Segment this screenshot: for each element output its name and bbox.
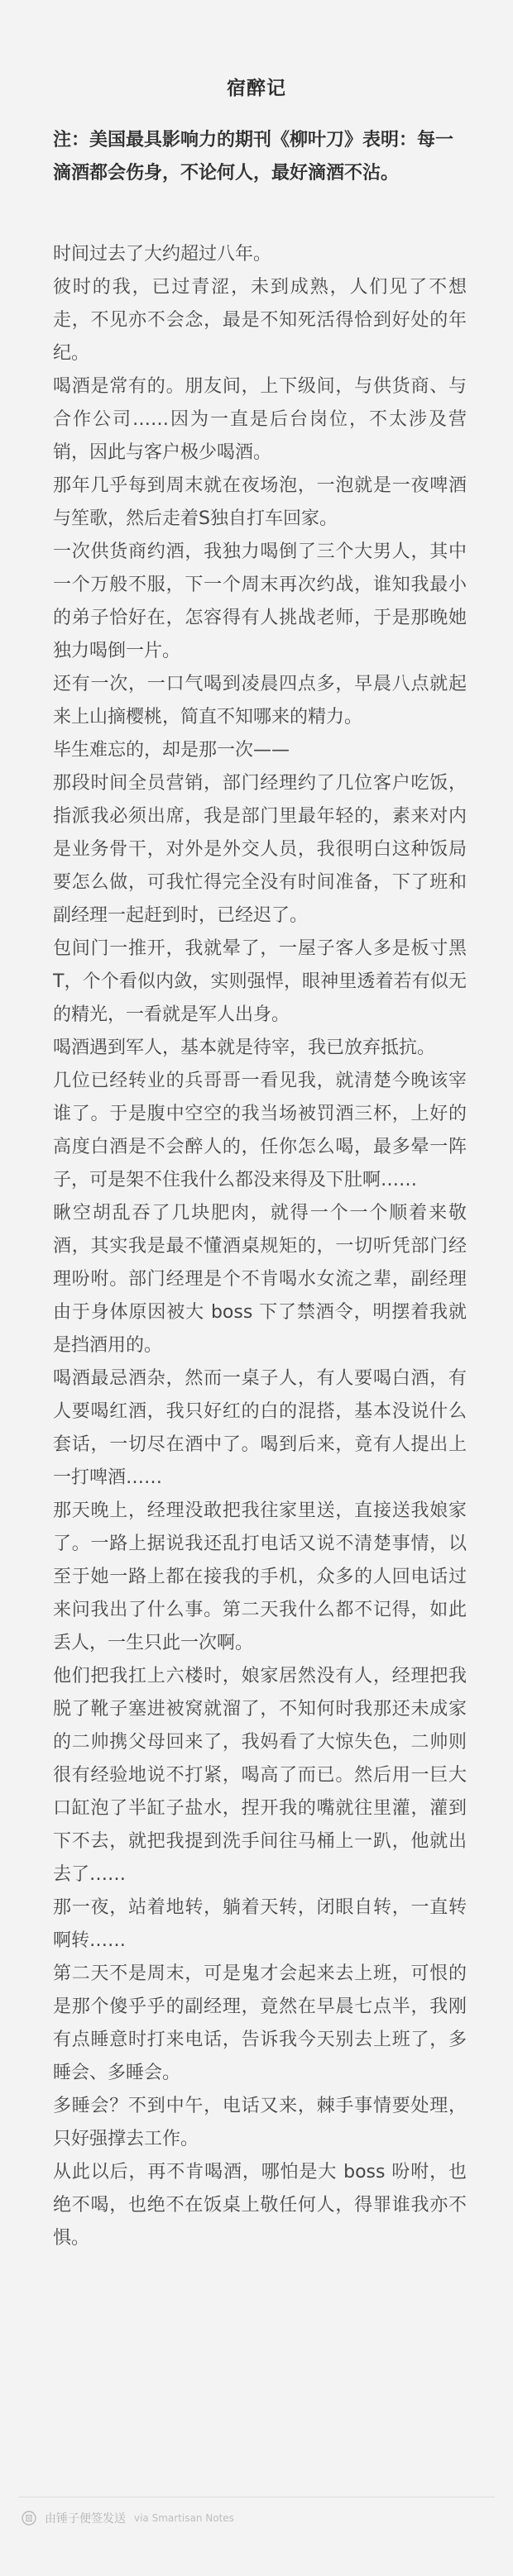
- body-paragraph: 还有一次，一口气喝到凌晨四点多，早晨八点就起来上山摘樱桃，简直不知哪来的精力。: [53, 674, 467, 727]
- body-paragraph: 第二天不是周末，可是鬼才会起来去上班，可恨的是那个傻乎乎的副经理，竟然在早晨七点半，我刚有点睡意时打来电话，告诉我今天别去上班了，多睡会、多睡会。: [53, 1963, 467, 2083]
- body-paragraph: 瞅空胡乱吞了几块肥肉，就得一个一个顺着来敬酒，其实我是最不懂酒桌规矩的，一切听凭部门经理吩咐。部门经理是个不肯喝水女流之辈，副经理由于身体原因被大 boss 下了禁酒令，明摆着我就是挡酒用的。: [53, 1203, 467, 1356]
- body-paragraph: 那天晚上，经理没敢把我往家里送，直接送我娘家了。一路上据说我还乱打电话又说不清楚事情，以至于她一路上都在接我的手机，众多的人回电话过来问我出了什么事。第二天我什么都不记得，如此丢人，一生只此一次啊。: [53, 1500, 467, 1653]
- body-paragraph: 喝酒最忌酒杂，然而一桌子人，有人要喝白酒，有人要喝红酒，我只好红的白的混搭，基本没说什么套话，一切尽在酒中了。喝到后来，竟有人提出上一打啤酒……: [53, 1368, 467, 1488]
- body-paragraph: 几位已经转业的兵哥哥一看见我，就清楚今晚该宰谁了。于是腹中空空的我当场被罚酒三杯，上好的高度白酒是不会醉人的，任你怎么喝，最多晕一阵子，可是架不住我什么都没来得及下肚啊……: [53, 1071, 467, 1190]
- smartisan-notes-icon: [22, 2511, 36, 2526]
- footer-via: via Smartisan Notes: [134, 2512, 234, 2524]
- body-paragraph: 喝酒遇到军人，基本就是待宰，我已放弃抵抗。: [53, 1038, 436, 1058]
- body-paragraph: 时间过去了大约超过八年。: [53, 244, 272, 265]
- body-paragraph: 那年几乎每到周末就在夜场泡，一泡就是一夜啤酒与笙歌，然后走着S独自打车回家。: [53, 475, 467, 529]
- body-paragraph: 一次供货商约酒，我独力喝倒了三个大男人，其中一个万般不服，下一个周末再次约战，谁知我最小的弟子恰好在，怎容得有人挑战老师，于是那晚她独力喝倒一片。: [53, 541, 467, 661]
- body-paragraph: 那段时间全员营销，部门经理约了几位客户吃饭，指派我必须出席，我是部门里最年轻的，素来对内是业务骨干，对外是外交人员，我很明白这种饭局要怎么做，可我忙得完全没有时间准备，下了班和副经理一起赶到时，已经迟了。: [53, 773, 467, 926]
- body-paragraph: 彼时的我，已过青涩，未到成熟，人们见了不想走，不见亦不会念，最是不知死活得恰到好处的年纪。: [53, 277, 467, 364]
- body-paragraph: 他们把我扛上六楼时，娘家居然没有人，经理把我脱了靴子塞进被窝就溜了，不知何时我那还未成家的二帅携父母回来了，我妈看了大惊失色，二帅则很有经验地说不打紧，喝高了而已。然后用一巨大口缸泡了半缸子盐水，捏开我的嘴就往里灌，灌到下不去，就把我提到洗手间往马桶上一趴，他就出去了……: [53, 1666, 467, 1885]
- body-paragraph: 毕生难忘的，却是那一次——: [53, 740, 290, 761]
- article-title: 宿醉记: [227, 78, 286, 99]
- body-paragraph: 从此以后，再不肯喝酒，哪怕是大 boss 吩咐，也绝不喝，也绝不在饭桌上敬任何人，得罪谁我亦不惧。: [53, 2162, 467, 2249]
- article-body: [53, 238, 467, 2255]
- footer-app-name: 由锤子便签发送: [45, 2512, 126, 2526]
- body-paragraph: 那一夜，站着地转，躺着天转，闭眼自转，一直转啊转……: [53, 1897, 467, 1951]
- body-paragraph: 多睡会？不到中午，电话又来，棘手事情要处理，只好强撑去工作。: [53, 2096, 467, 2149]
- article-note: 注：美国最具影响力的期刊《柳叶刀》表明：每一滴酒都会伤身，不论何人，最好滴酒不沾。: [53, 130, 454, 184]
- footer: [22, 2508, 234, 2528]
- body-paragraph: 包间门一推开，我就晕了，一屋子客人多是板寸黑 T，个个看似内敛，实则强悍，眼神里透着若有似无的精光，一看就是军人出身。: [53, 938, 467, 1025]
- body-paragraph: 喝酒是常有的。朋友间，上下级间，与供货商、与合作公司……因为一直是后台岗位，不太涉及营销，因此与客户极少喝酒。: [53, 376, 467, 463]
